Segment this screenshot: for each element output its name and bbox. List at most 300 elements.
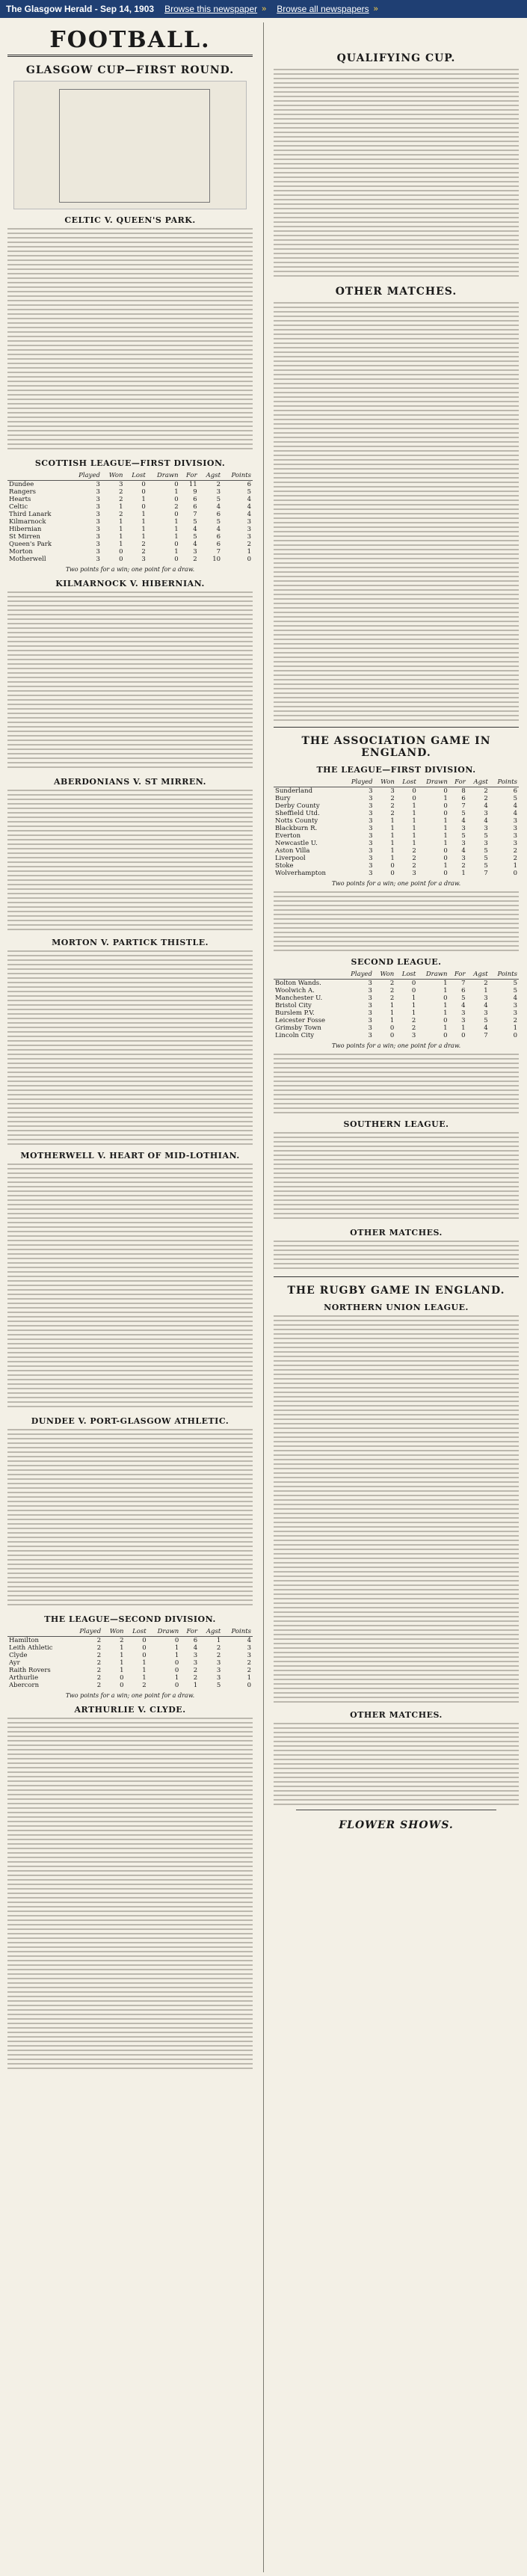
section-title-association-england: THE ASSOCIATION GAME IN ENGLAND. [301,735,491,759]
table-cell: 0 [443,810,448,817]
table-cell: 3 [513,817,517,825]
table-cell: 2 [96,1659,102,1667]
results-text [274,1132,519,1222]
table-cell: 2 [193,556,197,563]
table-cell: Blackburn R. [275,825,318,832]
table-cell: 1 [443,862,448,870]
table-cell: 2 [513,855,517,862]
table-cell: 4 [513,802,517,810]
table-cell: 5 [513,987,517,995]
table-cell: 2 [96,1674,102,1682]
column-divider [263,22,264,2572]
scottish-second-row [7,1652,253,1659]
table-cell: 4 [216,526,221,533]
english-second-row [274,1002,519,1009]
table-cell: 0 [142,1637,147,1644]
table-cell: 1 [174,1644,179,1652]
table-cell: 3 [461,825,466,832]
table-cell: 2 [513,1017,517,1024]
table-cell: 2 [411,1024,416,1032]
table-cell: 4 [513,995,517,1002]
table-cell: 1 [120,1667,124,1674]
table-cell: 1 [411,995,416,1002]
table-cell: 3 [369,817,373,825]
table-cell: 1 [412,832,416,840]
table-cell: 1 [120,1644,124,1652]
table-cell: 0 [174,1667,179,1674]
table-cell: Burslem P.V. [275,1009,315,1017]
left-column [3,18,257,2576]
section-title-glasgow-cup: GLASGOW CUP—FIRST ROUND. [25,64,235,76]
scottish-second-row [7,1674,253,1682]
english-second-row [274,980,519,988]
page-headline: FOOTBALL. [49,27,211,53]
table-header-cell: Won [374,970,395,980]
section-title-other-matches-2: OTHER MATCHES. [350,1228,443,1238]
table-cell: Notts County [275,817,318,825]
table-header-cell [7,471,69,481]
table-cell: 7 [461,802,466,810]
table-cell: 1 [141,511,146,518]
scottish-first-row [7,511,253,518]
match-title-morton-partick: MORTON V. PARTICK THISTLE. [52,938,209,947]
table-cell: 5 [513,980,517,987]
table-cell: 0 [443,1032,448,1039]
english-second-row [274,995,519,1002]
table-cell: 5 [216,1682,221,1689]
table-cell: 3 [368,1002,372,1009]
table-cell: 3 [513,1009,517,1017]
league-title-northern-union: NORTHERN UNION LEAGUE. [324,1303,469,1312]
table-cell: 3 [96,496,100,503]
table-cell: 1 [443,795,448,802]
newspaper-page [0,18,527,2576]
table-header-cell: For [180,471,199,481]
table-cell: 1 [443,1002,448,1009]
table-cell: 2 [389,987,395,995]
match-title-kilmarnock-hibernian: KILMARNOCK V. HIBERNIAN. [55,579,205,588]
table-cell: 2 [411,1017,416,1024]
table-cell: 2 [484,787,488,795]
table-cell: 3 [368,1009,372,1017]
table-cell: Everton [275,832,301,840]
table-cell: 3 [369,795,373,802]
table-cell: 3 [513,825,517,832]
table-cell: 4 [193,1644,198,1652]
table-cell: 0 [389,1024,395,1032]
table-cell: 3 [369,810,373,817]
table-cell: 1 [119,541,123,548]
table-cell: 1 [443,825,448,832]
table-header-cell: Played [70,1627,102,1637]
table-cell: 1 [389,1002,395,1009]
english-first-row [274,817,519,825]
table-cell: 3 [193,548,197,556]
results-text [274,891,519,951]
table-cell: 2 [513,847,517,855]
table-cell: 1 [412,802,416,810]
table-cell: 3 [369,840,373,847]
table-cell: 2 [484,980,488,987]
table-cell: 0 [443,1017,448,1024]
table-cell: 1 [461,870,466,877]
english-second-row [274,1024,519,1032]
table-cell: 1 [141,533,146,541]
table-cell: 5 [513,795,517,802]
table-cell: 6 [193,1637,198,1644]
table-cell: Abercorn [9,1682,40,1689]
arrow-icon: » [373,4,378,13]
table-cell: 1 [119,503,123,511]
table-cell: 6 [513,787,517,795]
table-cell: 1 [390,847,395,855]
table-cell: 6 [216,541,221,548]
table-cell: 2 [96,1652,102,1659]
table-cell: Motherwell [9,556,46,563]
table-cell: 3 [368,1024,372,1032]
table-header-cell: Points [490,970,519,980]
table-cell: Hibernian [9,526,42,533]
table-cell: 1 [216,1637,221,1644]
table-cell: 1 [513,1024,517,1032]
right-column [269,18,523,2576]
table-cell: St Mirren [9,533,40,541]
table-cell: 1 [247,1674,251,1682]
english-second-row [274,1009,519,1017]
table-cell: Liverpool [275,855,306,862]
table-cell: 0 [119,556,123,563]
table-cell: 3 [96,526,100,533]
table-cell: 1 [142,1667,147,1674]
table-cell: 1 [247,548,251,556]
table-cell: Third Lanark [9,511,52,518]
table-cell: 0 [174,1659,179,1667]
table-header-cell [274,970,342,980]
table-cell: 3 [368,1032,372,1039]
english-second-row [274,1032,519,1039]
table-cell: 1 [390,817,395,825]
table-cell: 2 [247,541,251,548]
table-cell: 4 [193,541,197,548]
table-cell: 1 [390,825,395,832]
table-cell: 2 [461,862,466,870]
table-cell: 4 [461,817,466,825]
table-cell: Raith Rovers [9,1667,51,1674]
table-cell: 1 [443,1009,448,1017]
table-cell: 6 [193,503,197,511]
english-second-row [274,1017,519,1024]
match-title-arthurlie-clyde: ARTHURLIE V. CLYDE. [74,1705,186,1715]
table-cell: 1 [389,1009,395,1017]
table-cell: 2 [96,1637,102,1644]
table-cell: 1 [120,1659,124,1667]
table-cell: 1 [142,1674,147,1682]
table-cell: 3 [484,1009,488,1017]
table-cell: 2 [119,511,123,518]
table-cell: 2 [96,1682,102,1689]
english-first-row [274,795,519,802]
table-header-cell [274,778,342,787]
table-header-cell: Lost [396,778,418,787]
table-cell: 3 [461,855,466,862]
table-cell: Celtic [9,503,28,511]
english-first-division-table [274,778,519,877]
table-cell: 2 [412,847,416,855]
table-cell: 4 [216,503,221,511]
table-cell: 4 [484,802,488,810]
table-cell: 6 [216,511,221,518]
table-cell: 3 [484,810,488,817]
league-title-scottish-first: SCOTTISH LEAGUE—FIRST DIVISION. [34,458,226,468]
table-header-cell: Played [342,970,374,980]
table-cell: 3 [368,995,372,1002]
table-cell: 0 [461,1032,466,1039]
table-cell: 0 [412,795,416,802]
browse-newspaper-link[interactable]: Browse this newspaper [164,4,258,14]
match-title-celtic-queens-park: CELTIC V. QUEEN'S PARK. [64,215,196,225]
scottish-first-division-table [7,471,253,563]
points-note: Two points for a win; one point for a draw. [65,566,195,573]
table-cell: 4 [484,1002,488,1009]
english-first-row [274,847,519,855]
viewer-toolbar [0,0,527,18]
table-cell: 3 [513,840,517,847]
table-cell: 5 [193,518,197,526]
table-cell: 3 [247,1652,251,1659]
scottish-second-row [7,1659,253,1667]
table-cell: 3 [368,1017,372,1024]
table-cell: 2 [142,1682,147,1689]
table-cell: 1 [119,518,123,526]
table-cell: Rangers [9,488,37,496]
article-text [274,1723,519,1805]
table-cell: 3 [96,556,100,563]
table-cell: Queen's Park [9,541,52,548]
table-header-cell: Agst [199,1627,222,1637]
table-cell: 3 [484,825,488,832]
table-cell: 3 [96,511,100,518]
table-cell: 3 [461,1017,466,1024]
table-cell: 6 [461,987,466,995]
table-cell: 0 [174,541,179,548]
table-cell: 0 [142,1644,147,1652]
article-text [7,1429,253,1608]
table-cell: 0 [443,787,448,795]
table-cell: 0 [174,1682,179,1689]
table-header-cell: Won [102,1627,125,1637]
section-title-other-matches-3: OTHER MATCHES. [350,1710,443,1720]
table-cell: 3 [513,832,517,840]
table-cell: 6 [193,496,197,503]
table-cell: 7 [216,548,221,556]
table-cell: 3 [119,481,123,488]
english-first-row [274,870,519,877]
table-cell: 3 [411,1032,416,1039]
scottish-first-row [7,518,253,526]
table-header-cell: For [449,970,467,980]
table-cell: Dundee [9,481,34,488]
table-header-cell: Agst [467,970,490,980]
table-cell: 1 [389,1017,395,1024]
table-header-cell: Drawn [417,970,449,980]
table-cell: 2 [141,541,146,548]
table-cell: Sunderland [275,787,313,795]
results-text [274,1054,519,1113]
scottish-second-row [7,1644,253,1652]
table-cell: Lincoln City [275,1032,315,1039]
table-cell: 2 [216,1644,221,1652]
english-second-row [274,987,519,995]
table-header-cell: Lost [395,970,417,980]
table-cell: 4 [193,526,197,533]
table-cell: 3 [369,855,373,862]
table-cell: Arthurlie [9,1674,39,1682]
table-header-cell: Lost [126,1627,148,1637]
table-cell: 3 [216,1667,221,1674]
scottish-first-row [7,496,253,503]
english-second-division-table [274,970,519,1039]
article-text [7,1163,253,1410]
table-cell: Bristol City [275,1002,312,1009]
table-cell: 4 [513,810,517,817]
table-cell: Wolverhampton [275,870,326,877]
article-text [7,228,253,452]
table-cell: 1 [443,840,448,847]
table-cell: 2 [412,855,416,862]
table-cell: 3 [96,488,100,496]
table-cell: 3 [369,832,373,840]
table-cell: 0 [389,1032,395,1039]
table-cell: 5 [484,855,488,862]
scottish-first-row [7,503,253,511]
table-cell: 1 [142,1659,147,1667]
table-cell: 1 [412,840,416,847]
table-cell: Stoke [275,862,294,870]
table-cell: 3 [390,787,395,795]
table-cell: 0 [174,1637,179,1644]
table-cell: Sheffield Utd. [275,810,320,817]
table-cell: 3 [247,518,251,526]
table-cell: 3 [369,862,373,870]
table-cell: 2 [390,810,395,817]
english-first-row [274,855,519,862]
table-cell: 0 [390,862,395,870]
scottish-first-row [7,541,253,548]
section-title-qualifying-cup: QUALIFYING CUP. [336,52,456,64]
table-cell: 5 [193,533,197,541]
table-cell: 3 [96,548,100,556]
table-cell: 1 [141,526,146,533]
points-note: Two points for a win; one point for a draw. [331,880,461,887]
table-cell: 1 [174,533,179,541]
table-cell: 2 [412,862,416,870]
table-cell: 2 [390,802,395,810]
table-header-cell: Played [69,471,102,481]
table-cell: 2 [484,795,488,802]
table-cell: 4 [484,817,488,825]
table-cell: 2 [247,1659,251,1667]
table-cell: 1 [174,488,179,496]
league-title-second-league: SECOND LEAGUE. [351,957,442,967]
table-cell: 0 [141,503,146,511]
table-cell: 1 [141,496,146,503]
table-cell: 0 [411,980,416,987]
table-cell: 2 [389,980,395,987]
table-cell: 5 [216,496,221,503]
article-text [7,591,253,771]
table-cell: 3 [247,1644,251,1652]
table-cell: 4 [484,1024,488,1032]
table-cell: 3 [193,1652,198,1659]
league-title-southern-league: SOUTHERN LEAGUE. [343,1119,449,1129]
table-cell: 1 [390,832,395,840]
english-first-row [274,862,519,870]
table-cell: 0 [411,987,416,995]
table-cell: 7 [461,980,466,987]
english-first-row [274,787,519,796]
table-cell: 3 [369,847,373,855]
table-cell: 3 [484,995,488,1002]
table-cell: 4 [461,1002,466,1009]
article-text [274,1315,519,1704]
table-cell: 3 [369,825,373,832]
table-cell: 2 [389,995,395,1002]
table-cell: 1 [174,1652,179,1659]
table-cell: Ayr [9,1659,20,1667]
table-cell: 3 [247,533,251,541]
table-cell: 0 [174,481,179,488]
table-cell: 6 [247,481,251,488]
table-cell: 0 [120,1682,124,1689]
article-text [274,302,519,721]
table-cell: 1 [443,980,448,987]
table-cell: 7 [484,1032,488,1039]
scottish-second-row [7,1637,253,1645]
section-title-rugby-england: THE RUGBY GAME IN ENGLAND. [287,1285,505,1297]
table-cell: 5 [484,832,488,840]
table-cell: 1 [174,1674,179,1682]
table-cell: 2 [120,1637,124,1644]
table-cell: 2 [141,548,146,556]
scottish-first-row [7,526,253,533]
table-cell: 5 [247,488,251,496]
table-cell: 3 [461,1009,466,1017]
points-note: Two points for a win; one point for a draw. [331,1042,461,1049]
table-cell: 0 [142,1652,147,1659]
english-first-row [274,840,519,847]
english-first-row [274,832,519,840]
table-cell: 2 [96,1644,102,1652]
table-cell: 5 [484,862,488,870]
table-header-cell: Drawn [148,1627,181,1637]
table-header-cell: Drawn [147,471,180,481]
table-cell: 1 [412,817,416,825]
scottish-first-row [7,548,253,556]
table-cell: Manchester U. [275,995,323,1002]
scottish-second-division-table [7,1627,253,1689]
table-cell: 0 [141,481,146,488]
table-cell: 1 [120,1652,124,1659]
table-cell: 1 [141,518,146,526]
table-cell: 0 [174,496,179,503]
table-cell: 3 [247,526,251,533]
table-cell: 10 [212,556,221,563]
table-cell: 3 [412,870,416,877]
table-cell: 1 [390,840,395,847]
scottish-first-row [7,488,253,496]
table-cell: 2 [216,1652,221,1659]
browse-all-newspapers-link[interactable]: Browse all newspapers [277,4,369,14]
